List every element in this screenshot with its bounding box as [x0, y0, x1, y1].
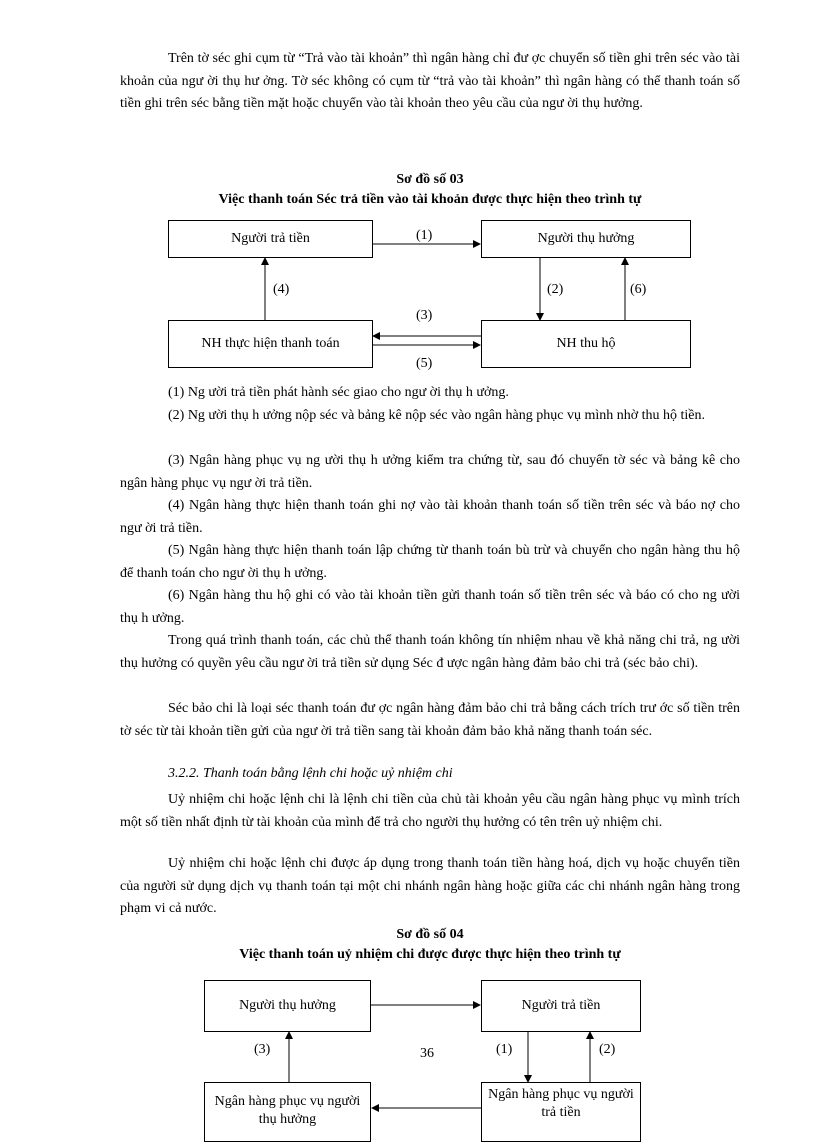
diagram03-subheading: Việc thanh toán Séc trả tiền vào tài khoản được thực hiện theo trình tự	[218, 192, 642, 207]
para-guaranteed-def: Séc bảo chi là loại séc thanh toán đư ợc ngân hàng đảm bảo chi trả bằng cách trích trư ớc số tiền trên tờ séc từ tài khoản tiền gửi của ngư ời trả tiền sang tài khoản đảm bảo khả năng thanh toán séc.	[120, 701, 740, 739]
step-4: (4) Ngân hàng thực hiện thanh toán ghi nợ vào tài khoản thanh toán số tiền trên séc và báo nợ cho ngư ời trả tiền.	[120, 498, 740, 536]
diagram04-subheading: Việc thanh toán uỷ nhiệm chi được được thực hiện theo trình tự	[239, 947, 621, 962]
label-d4-step3: (3)	[254, 1042, 271, 1057]
box-d4-beneficiary: Người thụ hưởng	[204, 980, 371, 1032]
box-payer: Người trả tiền	[168, 220, 373, 258]
page-number: 36	[420, 1046, 434, 1061]
label-step1: (1)	[416, 228, 433, 243]
para-uynhiem-1: Uỷ nhiệm chi hoặc lệnh chi là lệnh chi tiền của chủ tài khoản yêu cầu ngân hàng phục vụ mình trích một số tiền nhất định từ tài khoản của mình để trả cho người thụ hưởng có tên trên uỷ nhiệm chi.	[120, 792, 740, 830]
label-step5: (5)	[416, 356, 433, 371]
step-1: (1) Ng ười trả tiền phát hành séc giao cho ngư ời thụ h ưởng.	[168, 385, 509, 400]
step-5: (5) Ngân hàng thực hiện thanh toán lập chứng từ thanh toán bù trừ và chuyển cho ngân hàng thu hộ để thanh toán cho ngư ời thụ h ưởng.	[120, 543, 740, 581]
para-guaranteed: Trong quá trình thanh toán, các chủ thể thanh toán không tín nhiệm nhau về khả năng chi trả, ng ười thụ hưởng có quyền yêu cầu ngư ời trả tiền sử dụng Séc đ ược ngân hàng đảm bảo chi trả (séc bảo chi).	[120, 633, 740, 671]
label-step6: (6)	[630, 282, 647, 297]
section-heading: 3.2.2. Thanh toán bằng lệnh chi hoặc uỷ nhiệm chi	[168, 766, 453, 781]
label-d4-step1: (1)	[496, 1042, 513, 1057]
box-beneficiary: Người thụ hưởng	[481, 220, 691, 258]
box-collecting-bank: NH thu hộ	[481, 320, 691, 368]
label-step4: (4)	[273, 282, 290, 297]
box-d4-bank-payer: Ngân hàng phục vụ người trả tiền	[481, 1082, 641, 1142]
step-6: (6) Ngân hàng thu hộ ghi có vào tài khoản tiền gửi thanh toán số tiền trên séc và báo có cho ng ười thụ h ưởng.	[120, 588, 740, 626]
label-d4-step2: (2)	[599, 1042, 616, 1057]
diagram03-heading: Sơ đồ số 03	[396, 172, 464, 187]
step-2: (2) Ng ười thụ h ưởng nộp séc và bảng kê nộp séc vào ngân hàng phục vụ mình nhờ thu hộ tiền.	[168, 408, 706, 423]
label-step3: (3)	[416, 308, 433, 323]
box-paying-bank: NH thực hiện thanh toán	[168, 320, 373, 368]
para-uynhiem-2: Uỷ nhiệm chi hoặc lệnh chi được áp dụng trong thanh toán tiền hàng hoá, dịch vụ hoặc chuyển tiền của người sử dụng dịch vụ thanh toán tại một chi nhánh ngân hàng hoặc giữa các chi nhánh ngân hàng trong phạm vi cả nước.	[120, 856, 740, 916]
step-3: (3) Ngân hàng phục vụ ng ười thụ h ưởng kiểm tra chứng từ, sau đó chuyển tờ séc và bảng kê cho ngân hàng phục vụ ngư ời trả tiền.	[120, 453, 740, 491]
diagram04-heading: Sơ đồ số 04	[396, 927, 464, 942]
box-d4-payer: Người trả tiền	[481, 980, 641, 1032]
intro-paragraph: Trên tờ séc ghi cụm từ “Trả vào tài khoản” thì ngân hàng chỉ đư ợc chuyển số tiền ghi trên séc vào tài khoản của ngư ời thụ hư ởng. Tờ séc không có cụm từ “trả vào tài khoản” thì ngân hàng có thể thanh toán số tiền ghi trên séc bằng tiền mặt hoặc chuyển vào tài khoản theo yêu cầu của ngư ời thụ hưởng.	[120, 51, 740, 111]
label-step2: (2)	[547, 282, 564, 297]
box-d4-bank-beneficiary: Ngân hàng phục vụ người thụ hưởng	[204, 1082, 371, 1142]
